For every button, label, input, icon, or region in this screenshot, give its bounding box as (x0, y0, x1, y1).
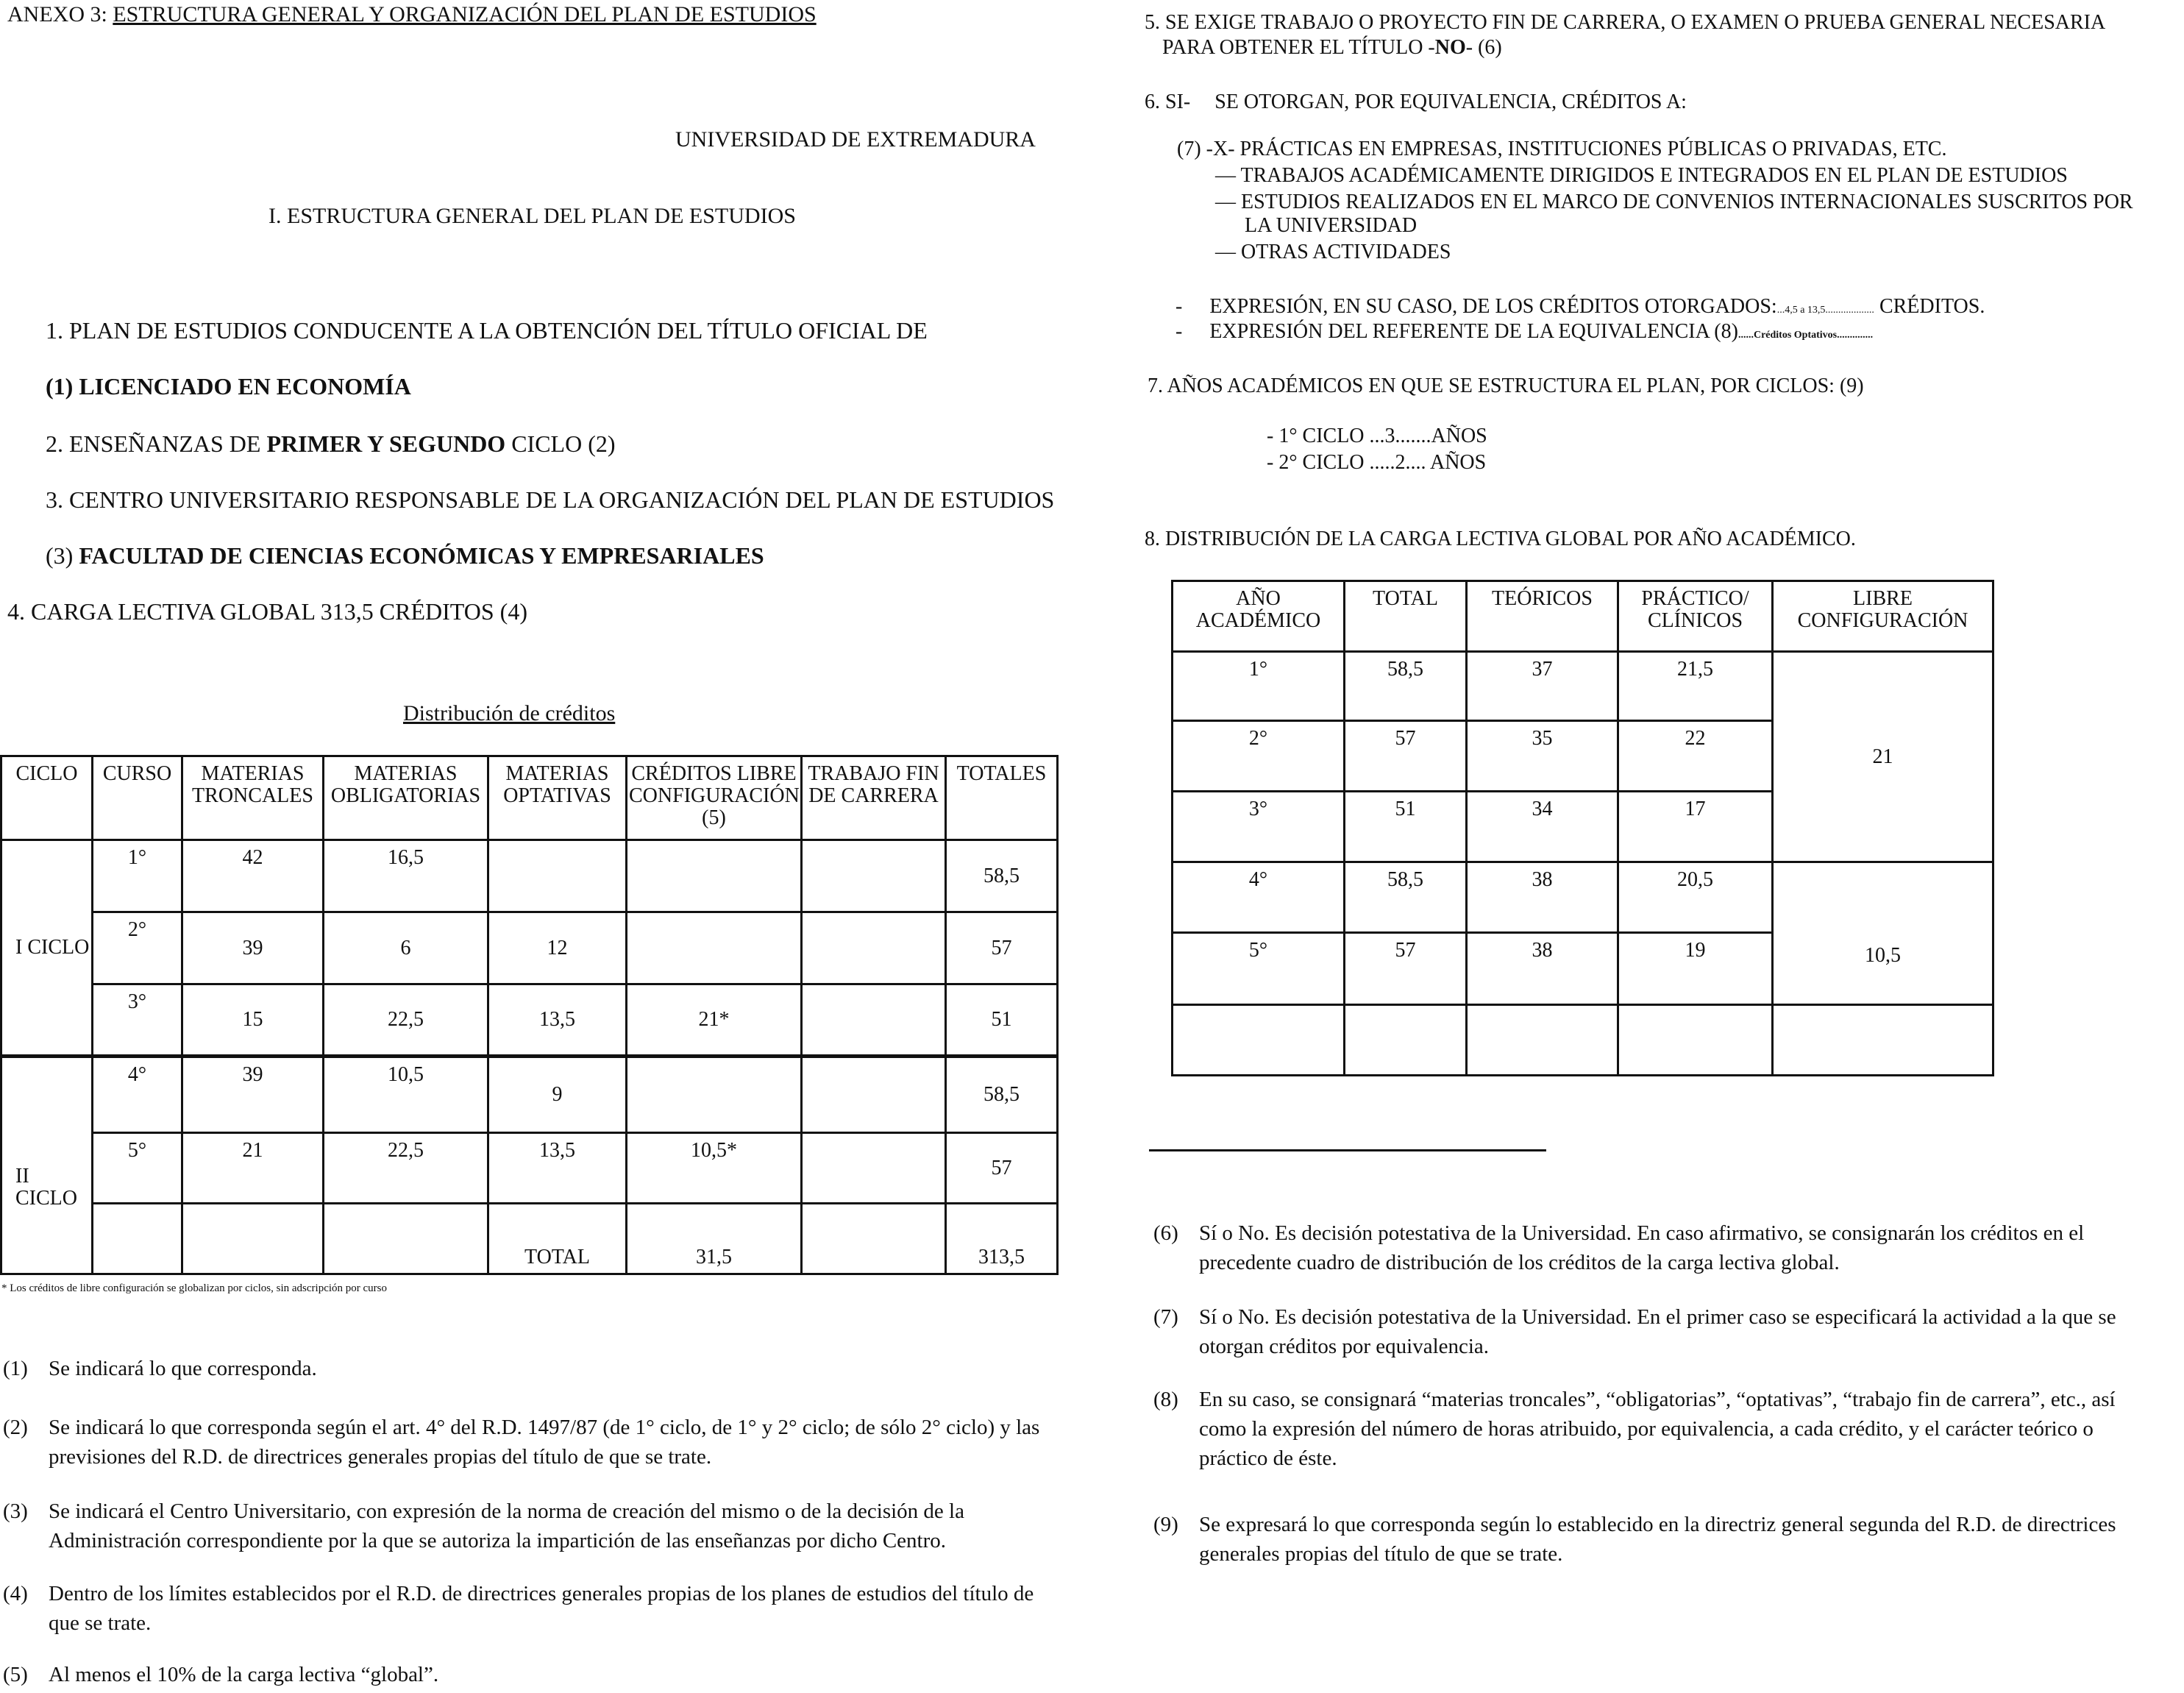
item-1-value: (1) LICENCIADO EN ECONOMÍA (46, 373, 411, 400)
item-6-heading (1145, 90, 1687, 115)
item-6-text: SE OTORGAN, POR EQUIVALENCIA, CRÉDITOS A: (1214, 90, 1687, 113)
cycle-2-years: - 2° CICLO .....2.... AÑOS (1267, 451, 1487, 474)
footnote-number: (8) (1153, 1388, 1178, 1411)
footnote-text: Se indicará lo que corresponda según el art. 4° del R.D. 1497/87 (de 1° ciclo, de 1° y 2° ciclo; de sólo 2° ciclo) y las previsiones del R.D. de directrices generales propias del título de que se trate. (49, 1416, 1040, 1469)
cell-teoricos: 38 (1467, 933, 1618, 1005)
cell-curso: 5° (93, 1133, 182, 1204)
table-row (1173, 652, 1993, 721)
cell-libre (1773, 1005, 1993, 1076)
item-2-heading (46, 430, 616, 458)
cell-teoricos: 35 (1467, 721, 1618, 792)
cell-teoricos: 37 (1467, 652, 1618, 721)
cell-trabajo (802, 984, 946, 1057)
cell-optativas: 13,5 (488, 1133, 627, 1204)
cell-troncales: 39 (182, 912, 324, 984)
footnote-text: Sí o No. Es decisión potestativa de la Universidad. En el primer caso se especificará la actividad a la que se otorgan créditos por equivalencia. (1199, 1305, 2116, 1358)
expression-credits-suffix: CRÉDITOS. (1879, 295, 1985, 318)
table-row (1, 1133, 1058, 1204)
footnote-number: (6) (1153, 1221, 1178, 1245)
cell-curso: 3° (93, 984, 182, 1057)
cell-practicos: 21,5 (1618, 652, 1773, 721)
cell-troncales: 15 (182, 984, 324, 1057)
expression-reference-value: ......Créditos Optativos.............. (1737, 330, 1874, 341)
cell-total: 58,5 (1345, 652, 1467, 721)
table-row (1173, 862, 1993, 933)
cell-teoricos (1467, 1005, 1618, 1076)
cell-trabajo (802, 1133, 946, 1204)
footnote-number: (7) (1153, 1305, 1178, 1329)
table-row (1, 984, 1058, 1057)
cell-libre-cycle-2: 10,5 (1773, 862, 1993, 1005)
cell-optativas (488, 840, 627, 912)
col-header-libre: CRÉDITOS LIBRE CONFIGURACIÓN (5) (627, 756, 802, 840)
cycle-2-label: II CICLO (1, 1057, 93, 1274)
footnote-number: (4) (3, 1582, 28, 1605)
cell-curso: 4° (93, 1057, 182, 1133)
expression-credits-value: ...4,5 a 13,5................... (1776, 305, 1874, 316)
cell-practicos: 22 (1618, 721, 1773, 792)
item-6-option-3-cont: LA UNIVERSIDAD (1245, 214, 1418, 237)
footnote-number: (1) (3, 1357, 28, 1380)
expression-reference-prefix: EXPRESIÓN DEL REFERENTE DE LA EQUIVALENCIA (8) (1209, 320, 1738, 343)
annex-prefix: ANEXO 3: (7, 2, 107, 26)
item-6-option-3: — ESTUDIOS REALIZADOS EN EL MARCO DE CONVENIOS INTERNACIONALES SUSCRITOS POR (1215, 191, 2133, 213)
item-2-prefix: 2. ENSEÑANZAS DE (46, 430, 261, 457)
table-row (1, 840, 1058, 912)
cell-troncales: 39 (182, 1057, 324, 1133)
cell-totales: 57 (946, 912, 1058, 984)
cell-libre-cycle-1: 21 (1773, 652, 1993, 862)
footnote-separator (1149, 1149, 1546, 1151)
cell-libre (627, 1057, 802, 1133)
item-6-option-2: — TRABAJOS ACADÉMICAMENTE DIRIGIDOS E INTEGRADOS EN EL PLAN DE ESTUDIOS (1215, 164, 2068, 187)
footnote-text: Se expresará lo que corresponda según lo establecido en la directriz general segunda del R.D. de directrices generales propias del título de que se trate. (1199, 1513, 2116, 1566)
footnote-text: Sí o No. Es decisión potestativa de la Universidad. En caso afirmativo, se consignarán los créditos en el precedente cuadro de distribución de los créditos de la carga lectiva global. (1199, 1221, 2085, 1274)
footnote-number: (2) (3, 1416, 28, 1439)
cell-practicos: 17 (1618, 792, 1773, 862)
cell-curso: 2° (93, 912, 182, 984)
table-note: * Los créditos de libre configuración se globalizan por ciclos, sin adscripción por curso (1, 1282, 388, 1294)
cell-totales: 58,5 (946, 1057, 1058, 1133)
cell-ano: 3° (1173, 792, 1345, 862)
cell-totales: 58,5 (946, 840, 1058, 912)
table-row (1, 1057, 1058, 1133)
cycle-1-label: I CICLO (1, 840, 93, 1057)
cell-obligatorias: 22,5 (324, 1133, 488, 1204)
total-libre: 31,5 (627, 1204, 802, 1274)
cell-ano: 2° (1173, 721, 1345, 792)
item-3-value (46, 542, 764, 569)
cell-obligatorias: 6 (324, 912, 488, 984)
cell-totales: 57 (946, 1133, 1058, 1204)
cycle-1-years: - 1° CICLO ...3.......AÑOS (1267, 425, 1487, 447)
col-header-curso: CURSO (93, 756, 182, 840)
annex-heading (7, 1, 817, 28)
total-label: TOTAL (488, 1204, 627, 1274)
cell-practicos: 19 (1618, 933, 1773, 1005)
total-row (1, 1204, 1058, 1274)
col-header-trabajo: TRABAJO FIN DE CARRERA (802, 756, 946, 840)
cell-ano: 5° (1173, 933, 1345, 1005)
col-header-libre: LIBRE CONFIGURACIÓN (1773, 581, 1993, 652)
cell-obligatorias: 10,5 (324, 1057, 488, 1133)
cell-teoricos: 34 (1467, 792, 1618, 862)
footnote-text: En su caso, se consignará “materias troncales”, “obligatorias”, “optativas”, “trabajo fin de carrera”, etc., así como la expresión del número de horas atribuido, por equivalencia, a cada crédito, y el carácter teórico o práctico de éste. (1199, 1388, 2116, 1470)
cell-troncales (182, 1204, 324, 1274)
col-header-totales: TOTALES (946, 756, 1058, 840)
cell-total: 57 (1345, 721, 1467, 792)
item-5-suffix: - (6) (1465, 36, 1502, 59)
item-4-heading: 4. CARGA LECTIVA GLOBAL 313,5 CRÉDITOS (4) (7, 598, 527, 625)
item-5-prefix: PARA OBTENER EL TÍTULO - (1162, 36, 1435, 59)
item-2-suffix: CICLO (2) (511, 430, 616, 457)
annual-header-row (1173, 581, 1993, 652)
expression-dash: - (1175, 295, 1183, 318)
distribution-title: Distribución de créditos (403, 701, 616, 725)
item-3-value-text: FACULTAD DE CIENCIAS ECONÓMICAS Y EMPRESARIALES (79, 542, 764, 569)
cell-trabajo (802, 1204, 946, 1274)
cell-totales: 51 (946, 984, 1058, 1057)
item-5-line-2 (1162, 35, 1502, 60)
cell-optativas: 9 (488, 1057, 627, 1133)
cell-optativas: 12 (488, 912, 627, 984)
cell-ano: 4° (1173, 862, 1345, 933)
cell-obligatorias: 16,5 (324, 840, 488, 912)
table-row (1, 912, 1058, 984)
cell-practicos (1618, 1005, 1773, 1076)
annual-load-table (1171, 580, 1994, 1076)
item-2-bold: PRIMER Y SEGUNDO (266, 430, 506, 457)
col-header-practicos: PRÁCTICO/ CLÍNICOS (1618, 581, 1773, 652)
cell-ano: 1° (1173, 652, 1345, 721)
cell-trabajo (802, 840, 946, 912)
university-name: UNIVERSIDAD DE EXTREMADURA (675, 127, 1036, 152)
item-5-answer: NO (1434, 36, 1466, 59)
item-3-value-prefix: (3) (46, 542, 74, 569)
item-5-line-1: 5. SE EXIGE TRABAJO O PROYECTO FIN DE CARRERA, O EXAMEN O PRUEBA GENERAL NECESARIA (1145, 11, 2106, 34)
cell-practicos: 20,5 (1618, 862, 1773, 933)
footnote-text: Se indicará lo que corresponda. (49, 1357, 317, 1380)
cell-curso (93, 1204, 182, 1274)
credits-table (0, 755, 1059, 1275)
col-header-obligatorias: MATERIAS OBLIGATORIAS (324, 756, 488, 840)
footnote-number: (9) (1153, 1513, 1178, 1536)
item-6-option-1: (7) -X- PRÁCTICAS EN EMPRESAS, INSTITUCIONES PÚBLICAS O PRIVADAS, ETC. (1177, 138, 1947, 160)
col-header-ano: AÑO ACADÉMICO (1173, 581, 1345, 652)
item-6-option-4: — OTRAS ACTIVIDADES (1215, 241, 1451, 263)
expression-credits-prefix: EXPRESIÓN, EN SU CASO, DE LOS CRÉDITOS OTORGADOS: (1209, 295, 1777, 318)
footnote-text: Se indicará el Centro Universitario, con expresión de la norma de creación del mismo o de la decisión de la Administración correspondiente por la que se autoriza la impartición de las enseñanzas por dicho Centro. (49, 1499, 964, 1552)
cell-troncales: 21 (182, 1133, 324, 1204)
total-total: 313,5 (946, 1204, 1058, 1274)
cell-teoricos: 38 (1467, 862, 1618, 933)
cell-obligatorias: 22,5 (324, 984, 488, 1057)
cell-optativas: 13,5 (488, 984, 627, 1057)
item-1-heading: 1. PLAN DE ESTUDIOS CONDUCENTE A LA OBTENCIÓN DEL TÍTULO OFICIAL DE (46, 317, 928, 344)
col-header-teoricos: TEÓRICOS (1467, 581, 1618, 652)
section-title: I. ESTRUCTURA GENERAL DEL PLAN DE ESTUDIOS (268, 204, 796, 228)
cell-libre (627, 912, 802, 984)
item-8-heading: 8. DISTRIBUCIÓN DE LA CARGA LECTIVA GLOBAL POR AÑO ACADÉMICO. (1145, 528, 1856, 550)
col-header-ciclo: CICLO (1, 756, 93, 840)
cell-libre: 10,5* (627, 1133, 802, 1204)
item-6-prefix: 6. SI- (1145, 90, 1191, 113)
col-header-troncales: MATERIAS TRONCALES (182, 756, 324, 840)
footnote-text: Al menos el 10% de la carga lectiva “global”. (49, 1663, 439, 1686)
col-header-optativas: MATERIAS OPTATIVAS (488, 756, 627, 840)
expression-dash: - (1175, 320, 1183, 343)
item-7-heading: 7. AÑOS ACADÉMICOS EN QUE SE ESTRUCTURA EL PLAN, POR CICLOS: (9) (1148, 375, 1864, 397)
item-3-heading: 3. CENTRO UNIVERSITARIO RESPONSABLE DE LA ORGANIZACIÓN DEL PLAN DE ESTUDIOS (46, 486, 1055, 513)
cell-total: 57 (1345, 933, 1467, 1005)
cell-total (1345, 1005, 1467, 1076)
cell-trabajo (802, 912, 946, 984)
credits-header-row (1, 756, 1058, 840)
col-header-total: TOTAL (1345, 581, 1467, 652)
cell-curso: 1° (93, 840, 182, 912)
cell-ano (1173, 1005, 1345, 1076)
cell-libre (627, 840, 802, 912)
cell-obligatorias (324, 1204, 488, 1274)
footnote-number: (3) (3, 1499, 28, 1523)
cell-total: 58,5 (1345, 862, 1467, 933)
cell-troncales: 42 (182, 840, 324, 912)
expression-reference (1175, 319, 1873, 348)
cell-total: 51 (1345, 792, 1467, 862)
cell-trabajo (802, 1057, 946, 1133)
footnote-text: Dentro de los límites establecidos por el R.D. de directrices generales propias de los planes de estudios del título de que se trate. (49, 1582, 1034, 1635)
footnote-number: (5) (3, 1663, 28, 1686)
annex-title: ESTRUCTURA GENERAL Y ORGANIZACIÓN DEL PLAN DE ESTUDIOS (113, 2, 817, 26)
table-row (1173, 1005, 1993, 1076)
cell-libre: 21* (627, 984, 802, 1057)
